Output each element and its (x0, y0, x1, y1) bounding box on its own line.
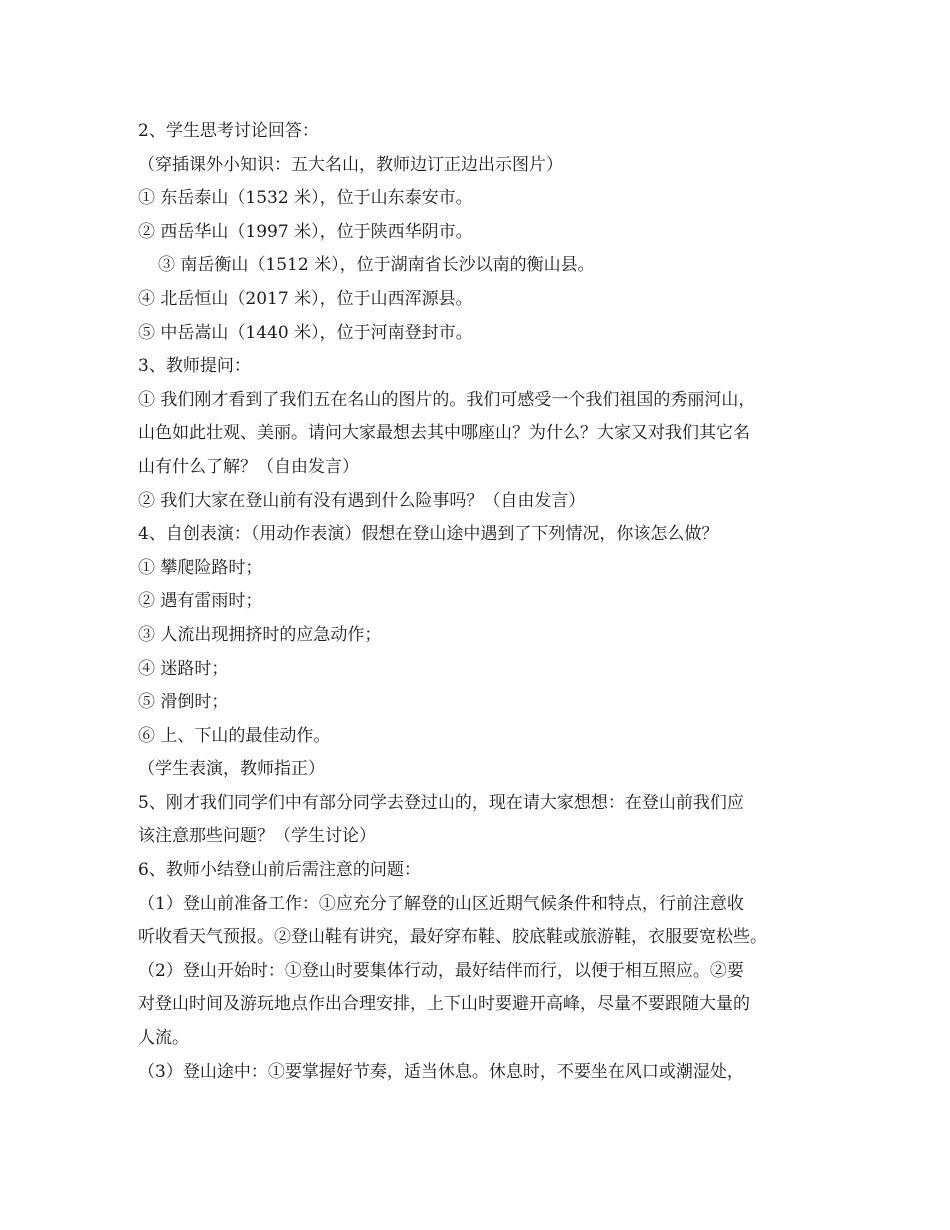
text-line: 山色如此壮观、美丽。请问大家最想去其中哪座山？为什么？大家又对我们其它名 (138, 423, 750, 444)
text-line: （3）登山途中：①要掌握好节奏，适当休息。休息时，不要坐在风口或潮湿处， (138, 1061, 744, 1082)
list-item: ④ 北岳恒山（2017 米），位于山西浑源县。 (138, 288, 473, 309)
list-item: ⑤ 滑倒时； (138, 692, 229, 713)
text-line: ① 我们刚才看到了我们五在名山的图片的。我们可感受一个我们祖国的秀丽河山， (138, 389, 756, 410)
text-line: （1）登山前准备工作：①应充分了解登的山区近期气候条件和特点，行前注意收 (138, 893, 744, 914)
section-heading: 5、刚才我们同学们中有部分同学去登过山的，现在请大家想想：在登山前我们应 (138, 792, 744, 813)
section-heading: 4、自创表演：（用动作表演）假想在登山途中遇到了下列情况，你该怎么做？ (138, 524, 719, 545)
list-item: ④ 迷路时； (138, 658, 229, 679)
list-item: ⑥ 上、下山的最佳动作。 (138, 725, 331, 746)
text-line: ② 我们大家在登山前有没有遇到什么险事吗？（自由发言） (138, 490, 586, 511)
text-line: 山有什么了解？（自由发言） (138, 456, 359, 477)
text-line: 听收看天气预报。②登山鞋有讲究，最好穿布鞋、胶底鞋或旅游鞋，衣服要宽松些。 (138, 927, 767, 948)
list-item: ③ 人流出现拥挤时的应急动作； (138, 624, 382, 645)
list-item: ⑤ 中岳嵩山（1440 米），位于河南登封市。 (138, 322, 473, 343)
list-item: ① 东岳泰山（1532 米），位于山东泰安市。 (138, 188, 473, 209)
list-item: ① 攀爬险路时； (138, 557, 263, 578)
document-body (138, 115, 818, 1089)
list-item: ③ 南岳衡山（1512 米），位于湖南省长沙以南的衡山县。 (158, 255, 595, 276)
text-line: （学生表演，教师指正） (138, 759, 325, 780)
text-line: 该注意那些问题？（学生讨论） (138, 826, 376, 847)
list-item: ② 遇有雷雨时； (138, 591, 263, 612)
text-line: （2）登山开始时：①登山时要集体行动，最好结伴而行，以便于相互照应。②要 (138, 960, 744, 981)
text-line: 对登山时间及游玩地点作出合理安排，上下山时要避开高峰，尽量不要跟随大量的 (138, 994, 750, 1015)
section-heading: 2、学生思考讨论回答： (138, 121, 319, 141)
text-line: （穿插课外小知识：五大名山，教师边订正边出示图片） (138, 154, 563, 175)
text-line: 人流。 (138, 1028, 189, 1049)
list-item: ② 西岳华山（1997 米），位于陕西华阴市。 (138, 221, 473, 242)
section-heading: 6、教师小结登山前后需注意的问题： (138, 860, 421, 881)
section-heading: 3、教师提问： (138, 356, 251, 377)
